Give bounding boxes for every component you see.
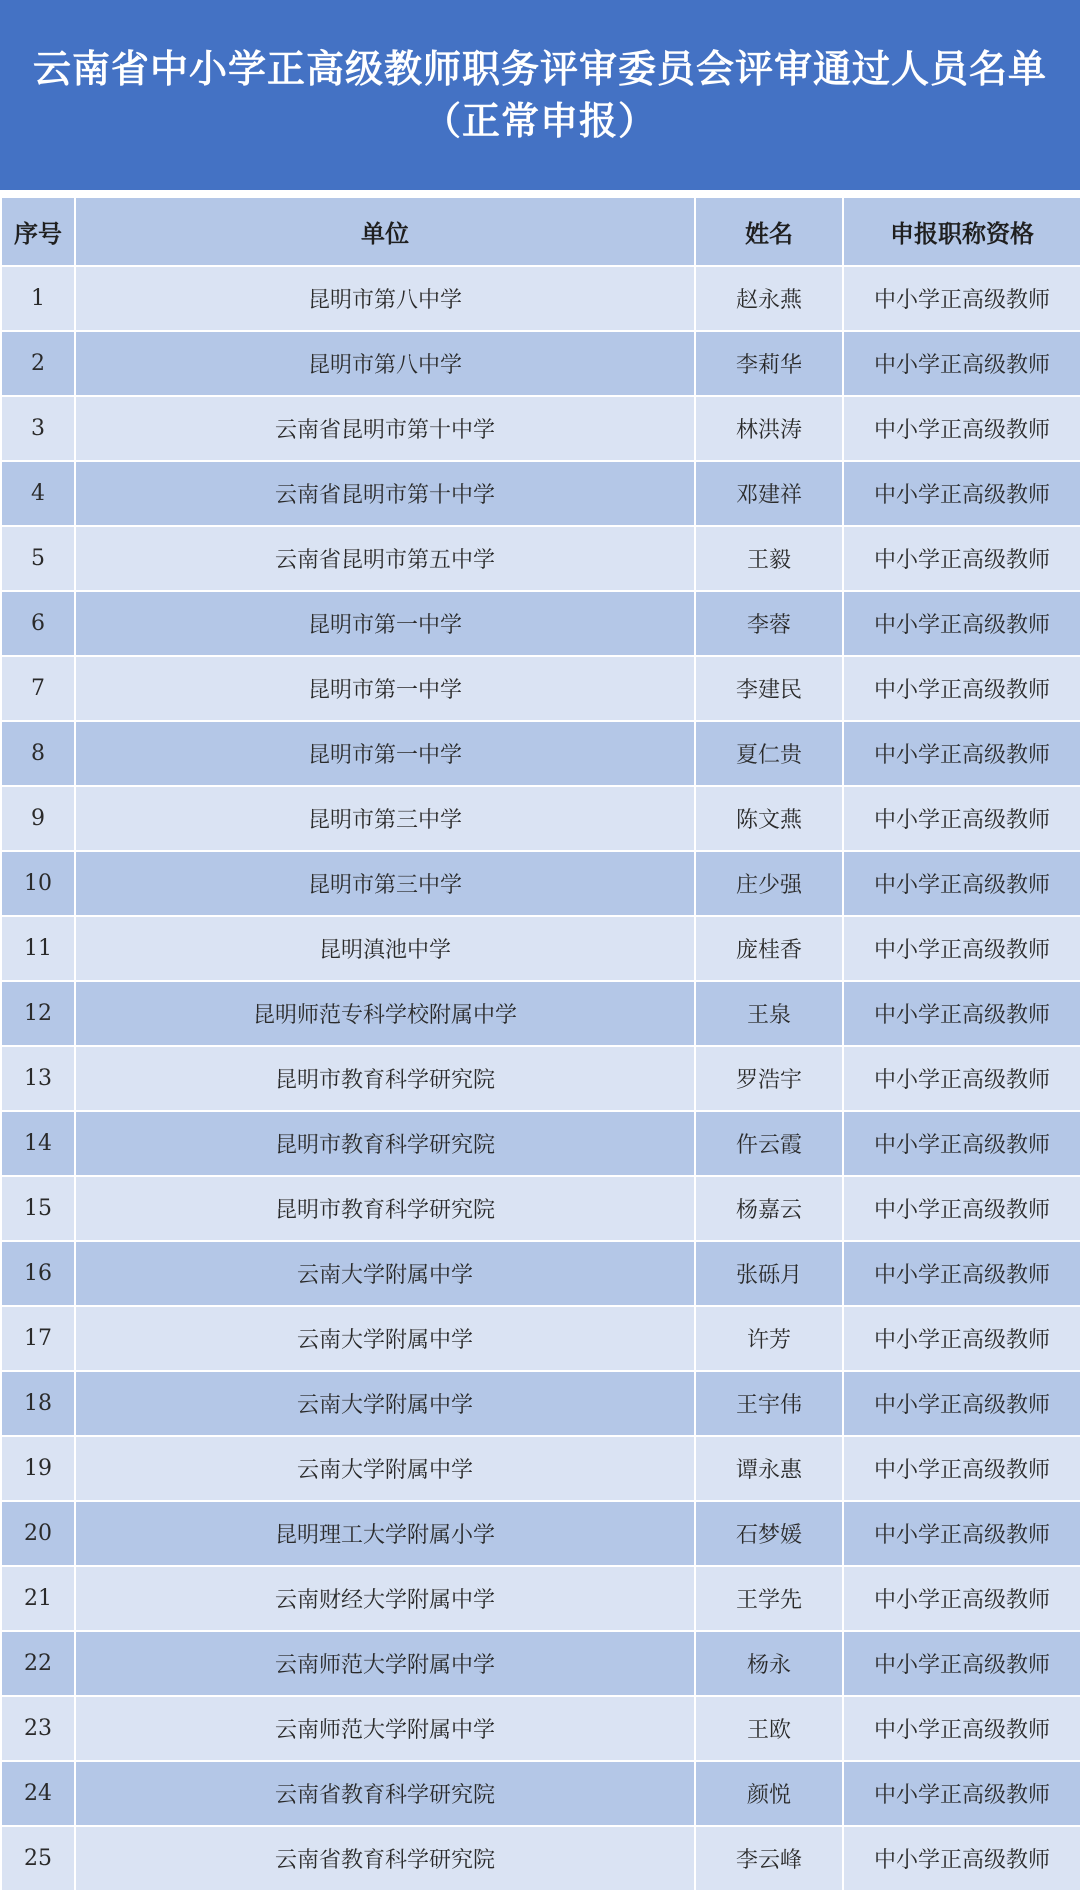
table-row xyxy=(1,396,1080,461)
cell-unit: 昆明市教育科学研究院 xyxy=(75,1046,695,1111)
table-row xyxy=(1,1761,1080,1826)
table-row xyxy=(1,851,1080,916)
cell-unit: 昆明市第一中学 xyxy=(75,591,695,656)
cell-name: 王宇伟 xyxy=(695,1371,843,1436)
cell-name: 夏仁贵 xyxy=(695,721,843,786)
cell-unit: 云南师范大学附属中学 xyxy=(75,1631,695,1696)
cell-name: 李蓉 xyxy=(695,591,843,656)
cell-unit: 云南省教育科学研究院 xyxy=(75,1761,695,1826)
cell-qualification: 中小学正高级教师 xyxy=(843,1306,1080,1371)
table-row xyxy=(1,1436,1080,1501)
cell-serial-number: 9 xyxy=(1,786,75,851)
cell-qualification: 中小学正高级教师 xyxy=(843,331,1080,396)
cell-name: 罗浩宇 xyxy=(695,1046,843,1111)
table-row xyxy=(1,331,1080,396)
header-qualification: 申报职称资格 xyxy=(843,197,1080,266)
cell-serial-number: 4 xyxy=(1,461,75,526)
cell-name: 王欧 xyxy=(695,1696,843,1761)
cell-name: 林洪涛 xyxy=(695,396,843,461)
cell-name: 杨永 xyxy=(695,1631,843,1696)
table-row xyxy=(1,526,1080,591)
cell-unit: 云南省昆明市第十中学 xyxy=(75,461,695,526)
header-unit: 单位 xyxy=(75,197,695,266)
cell-serial-number: 21 xyxy=(1,1566,75,1631)
cell-qualification: 中小学正高级教师 xyxy=(843,1111,1080,1176)
cell-serial-number: 15 xyxy=(1,1176,75,1241)
table-row xyxy=(1,1176,1080,1241)
cell-name: 许芳 xyxy=(695,1306,843,1371)
cell-unit: 云南大学附属中学 xyxy=(75,1371,695,1436)
table-row xyxy=(1,1046,1080,1111)
cell-qualification: 中小学正高级教师 xyxy=(843,396,1080,461)
cell-name: 李莉华 xyxy=(695,331,843,396)
cell-name: 李建民 xyxy=(695,656,843,721)
cell-serial-number: 16 xyxy=(1,1241,75,1306)
cell-unit: 昆明理工大学附属小学 xyxy=(75,1501,695,1566)
table-row xyxy=(1,656,1080,721)
cell-unit: 昆明市第八中学 xyxy=(75,331,695,396)
cell-qualification: 中小学正高级教师 xyxy=(843,461,1080,526)
cell-unit: 昆明市教育科学研究院 xyxy=(75,1111,695,1176)
cell-name: 庞桂香 xyxy=(695,916,843,981)
cell-unit: 云南师范大学附属中学 xyxy=(75,1696,695,1761)
cell-unit: 云南财经大学附属中学 xyxy=(75,1566,695,1631)
cell-name: 仵云霞 xyxy=(695,1111,843,1176)
cell-unit: 云南省教育科学研究院 xyxy=(75,1826,695,1891)
cell-name: 石梦媛 xyxy=(695,1501,843,1566)
approved-list-table xyxy=(0,196,1080,1892)
cell-name: 谭永惠 xyxy=(695,1436,843,1501)
cell-unit: 昆明市第一中学 xyxy=(75,656,695,721)
cell-name: 李云峰 xyxy=(695,1826,843,1891)
cell-qualification: 中小学正高级教师 xyxy=(843,1046,1080,1111)
cell-serial-number: 5 xyxy=(1,526,75,591)
table-row xyxy=(1,1111,1080,1176)
table-header-row xyxy=(1,197,1080,266)
cell-serial-number: 7 xyxy=(1,656,75,721)
cell-qualification: 中小学正高级教师 xyxy=(843,1566,1080,1631)
document-subtitle: （正常申报） xyxy=(422,99,657,143)
cell-serial-number: 22 xyxy=(1,1631,75,1696)
cell-qualification: 中小学正高级教师 xyxy=(843,1436,1080,1501)
cell-qualification: 中小学正高级教师 xyxy=(843,851,1080,916)
header-name: 姓名 xyxy=(695,197,843,266)
cell-name: 颜悦 xyxy=(695,1761,843,1826)
cell-unit: 昆明师范专科学校附属中学 xyxy=(75,981,695,1046)
cell-name: 王泉 xyxy=(695,981,843,1046)
cell-qualification: 中小学正高级教师 xyxy=(843,1696,1080,1761)
cell-unit: 云南大学附属中学 xyxy=(75,1241,695,1306)
cell-unit: 昆明市第三中学 xyxy=(75,786,695,851)
cell-serial-number: 19 xyxy=(1,1436,75,1501)
table-row xyxy=(1,1631,1080,1696)
cell-qualification: 中小学正高级教师 xyxy=(843,1631,1080,1696)
cell-serial-number: 14 xyxy=(1,1111,75,1176)
table-row xyxy=(1,1306,1080,1371)
cell-name: 王学先 xyxy=(695,1566,843,1631)
cell-qualification: 中小学正高级教师 xyxy=(843,1371,1080,1436)
cell-serial-number: 10 xyxy=(1,851,75,916)
cell-name: 张砾月 xyxy=(695,1241,843,1306)
cell-unit: 昆明市第八中学 xyxy=(75,266,695,331)
cell-unit: 昆明市教育科学研究院 xyxy=(75,1176,695,1241)
table-row xyxy=(1,1566,1080,1631)
cell-qualification: 中小学正高级教师 xyxy=(843,526,1080,591)
cell-qualification: 中小学正高级教师 xyxy=(843,721,1080,786)
title-banner xyxy=(0,0,1080,190)
cell-serial-number: 18 xyxy=(1,1371,75,1436)
cell-serial-number: 12 xyxy=(1,981,75,1046)
cell-qualification: 中小学正高级教师 xyxy=(843,1761,1080,1826)
cell-unit: 昆明市第一中学 xyxy=(75,721,695,786)
cell-unit: 昆明市第三中学 xyxy=(75,851,695,916)
table-row xyxy=(1,721,1080,786)
cell-serial-number: 1 xyxy=(1,266,75,331)
table-row xyxy=(1,1501,1080,1566)
cell-name: 邓建祥 xyxy=(695,461,843,526)
table-row xyxy=(1,266,1080,331)
table-row xyxy=(1,1696,1080,1761)
document-title: 云南省中小学正高级教师职务评审委员会评审通过人员名单 xyxy=(32,47,1047,91)
cell-serial-number: 2 xyxy=(1,331,75,396)
table-row xyxy=(1,786,1080,851)
cell-serial-number: 17 xyxy=(1,1306,75,1371)
cell-serial-number: 23 xyxy=(1,1696,75,1761)
cell-qualification: 中小学正高级教师 xyxy=(843,1501,1080,1566)
cell-unit: 云南大学附属中学 xyxy=(75,1306,695,1371)
cell-qualification: 中小学正高级教师 xyxy=(843,656,1080,721)
cell-name: 陈文燕 xyxy=(695,786,843,851)
cell-name: 王毅 xyxy=(695,526,843,591)
cell-serial-number: 11 xyxy=(1,916,75,981)
cell-serial-number: 13 xyxy=(1,1046,75,1111)
cell-unit: 昆明滇池中学 xyxy=(75,916,695,981)
cell-qualification: 中小学正高级教师 xyxy=(843,1176,1080,1241)
table-row xyxy=(1,916,1080,981)
cell-qualification: 中小学正高级教师 xyxy=(843,591,1080,656)
cell-qualification: 中小学正高级教师 xyxy=(843,786,1080,851)
cell-unit: 云南大学附属中学 xyxy=(75,1436,695,1501)
cell-serial-number: 24 xyxy=(1,1761,75,1826)
cell-serial-number: 6 xyxy=(1,591,75,656)
table-row xyxy=(1,1371,1080,1436)
cell-qualification: 中小学正高级教师 xyxy=(843,266,1080,331)
cell-serial-number: 8 xyxy=(1,721,75,786)
cell-name: 杨嘉云 xyxy=(695,1176,843,1241)
cell-serial-number: 3 xyxy=(1,396,75,461)
table-row xyxy=(1,981,1080,1046)
cell-qualification: 中小学正高级教师 xyxy=(843,981,1080,1046)
cell-name: 庄少强 xyxy=(695,851,843,916)
table-row xyxy=(1,1241,1080,1306)
cell-unit: 云南省昆明市第十中学 xyxy=(75,396,695,461)
cell-qualification: 中小学正高级教师 xyxy=(843,1826,1080,1891)
cell-qualification: 中小学正高级教师 xyxy=(843,1241,1080,1306)
cell-serial-number: 25 xyxy=(1,1826,75,1891)
table-row xyxy=(1,591,1080,656)
cell-unit: 云南省昆明市第五中学 xyxy=(75,526,695,591)
cell-name: 赵永燕 xyxy=(695,266,843,331)
table-row xyxy=(1,461,1080,526)
cell-serial-number: 20 xyxy=(1,1501,75,1566)
table-body xyxy=(1,266,1080,1891)
header-serial-number: 序号 xyxy=(1,197,75,266)
table-row xyxy=(1,1826,1080,1891)
cell-qualification: 中小学正高级教师 xyxy=(843,916,1080,981)
